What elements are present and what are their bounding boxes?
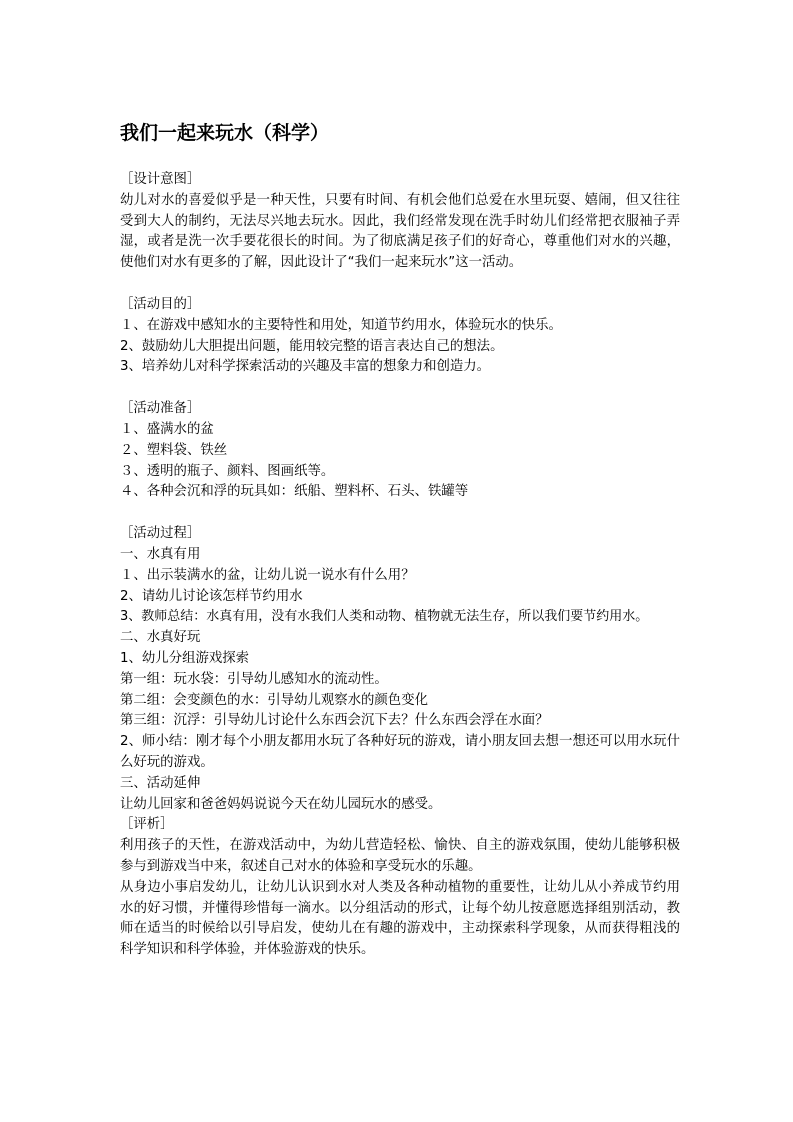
document-page: [120, 118, 680, 982]
prep-item: ３、透明的瓶子、颜料、图画纸等。: [120, 463, 335, 479]
process-item: 第二组：会变颜色的水：引导幼儿观察水的颜色变化: [120, 692, 428, 708]
prep-section: [120, 399, 680, 503]
goal-item: 2、鼓励幼儿大胆提出问题，能用较完整的语言表达自己的想法。: [120, 338, 504, 354]
prep-item: ２、塑料袋、铁丝: [120, 442, 228, 458]
process-heading: ［活动过程］: [120, 526, 201, 542]
goal-item: １、在游戏中感知水的主要特性和用处，知道节约用水，体验玩水的快乐。: [120, 317, 562, 333]
process-item: 让幼儿回家和爸爸妈妈说说今天在幼儿园玩水的感受。: [120, 796, 442, 812]
process-item: 一、水真有用: [120, 546, 201, 562]
process-summary: 2、师小结：刚才每个小朋友都用水玩了各种好玩的游戏，请小朋友回去想一想还可以用水玩什么好玩的游戏。: [120, 734, 680, 770]
process-item: 二、水真好玩: [120, 630, 201, 646]
review-heading: ［评析］: [120, 817, 174, 833]
goals-heading: ［活动目的］: [120, 296, 201, 312]
design-text: 幼儿对水的喜爱似乎是一种天性，只要有时间、有机会他们总爱在水里玩耍、嬉闹，但又往往受到大人的制约，无法尽兴地去玩水。因此，我们经常发现在洗手时幼儿们经常把衣服袖子弄湿，或者是洗一次手要花很长的时间。为了彻底满足孩子们的好奇心，尊重他们对水的兴趣，使他们对水有更多的了解，因此设计了“我们一起来玩水”这一活动。: [120, 192, 680, 271]
prep-heading: ［活动准备］: [120, 401, 201, 417]
process-item: 第三组：沉浮：引导幼儿讨论什么东西会沉下去？什么东西会浮在水面？: [120, 713, 549, 729]
prep-item: ４、各种会沉和浮的玩具如：纸船、塑料杯、石头、铁罐等: [120, 484, 469, 500]
process-section: [120, 524, 680, 815]
process-item: 2、请幼儿讨论该怎样节约用水: [120, 588, 303, 604]
page-title: 我们一起来玩水（科学）: [120, 122, 330, 144]
prep-item: １、盛满水的盆: [120, 421, 214, 437]
goal-item: 3、培养幼儿对科学探索活动的兴趣及丰富的想象力和创造力。: [120, 359, 491, 375]
review-paragraph: 从身边小事启发幼儿，让幼儿认识到水对人类及各种动植物的重要性，让幼儿从小养成节约用水的好习惯，并懂得珍惜每一滴水。以分组活动的形式，让每个幼儿按意愿选择组别活动，教师在适当的时候给以引导启发，使幼儿在有趣的游戏中，主动探索科学现象，从而获得粗浅的科学知识和科学体验，并体验游戏的快乐。: [120, 879, 680, 958]
design-section: [120, 170, 680, 274]
review-section: [120, 815, 680, 961]
design-heading: ［设计意图］: [120, 172, 201, 187]
process-item: 三、活动延伸: [120, 775, 201, 791]
process-item: 第一组：玩水袋：引导幼儿感知水的流动性。: [120, 671, 388, 687]
process-item: 1、幼儿分组游戏探索: [120, 650, 250, 666]
review-paragraph: 利用孩子的天性，在游戏活动中，为幼儿营造轻松、愉快、自主的游戏氛围，使幼儿能够积极参与到游戏当中来，叙述自己对水的体验和享受玩水的乐趣。: [120, 838, 680, 874]
goals-section: [120, 295, 680, 378]
process-item: 3、教师总结：水真有用，没有水我们人类和动物、植物就无法生存，所以我们要节约用水。: [120, 609, 649, 625]
process-item: １、出示装满水的盆，让幼儿说一说水有什么用？: [120, 567, 415, 583]
